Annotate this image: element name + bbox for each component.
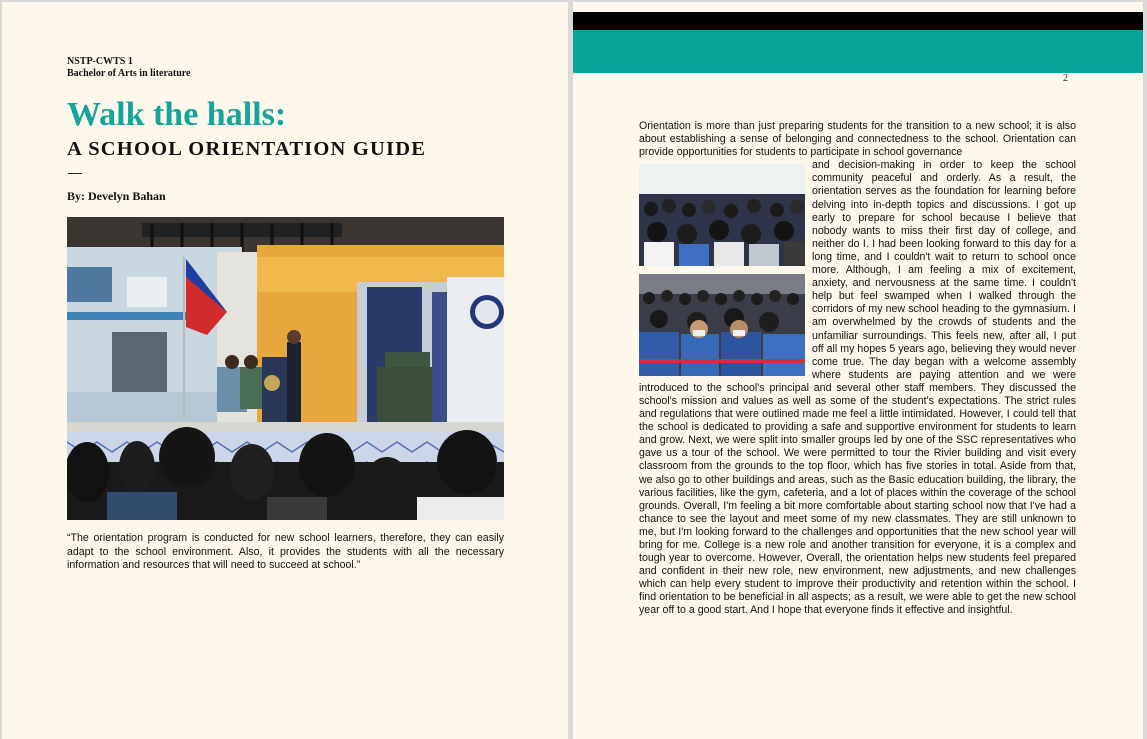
byline: By: Develyn Bahan — [67, 189, 166, 203]
header-black-bar — [573, 12, 1143, 30]
article-intro: Orientation is more than just preparing students for the transition to a new school; it is also about establishing a sense of belonging and connectedness to the school. Orientation can provide opportunities for students to participate in school governance — [639, 120, 1076, 159]
article-subtitle: A SCHOOL ORIENTATION GUIDE — [67, 138, 427, 160]
orientation-stage-photo — [67, 217, 504, 520]
inset-photos — [639, 164, 805, 378]
right-page — [573, 2, 1143, 739]
left-page — [2, 2, 568, 739]
photo-caption-quote: “The orientation program is conducted for new school learners, therefore, they can easily adapt to the school environment. Also, it provides the students with all the necessary information and resources that will need to succeed at school.” — [67, 532, 504, 571]
article-main-text: and decision-making in order to keep the school community peaceful and orderly. As a result, the orientation serves as the foundation for learning before delving into in-depth topics and discussions. I got up early to prepare for school because I believe that nobody wants to miss their first day of college, and neither do I. I had been looking forward to this day for a long time, and I couldn't wait to return to school once more. Although, I am feeling a mix of excitement, anxiety, and nervousness at the same time. I couldn't help but feel swamped when I walked through the corridors of my new school heading to the gymnasium. I am overwhelmed by the crowds of students and the unfamiliar surroundings. This feels new, after all, I put off all my hopes 5 years ago, believing they would never come true. The day began with a welcome assembly where students are paying attention and we were introduced to the school's principal and several other staff members. They discussed the school's mission and values as well as some of the student's expectations. The strict rules and regulations that were outlined made me feel a little intimidated. However, I could tell that the school is dedicated to providing a safe and supportive environment for students to learn and grow. Next, we were split into smaller groups led by one of the SSC representatives who gave us a tour of the school. We were permitted to tour the Rivier building and visit every classroom from the grounds to the top floor, which has five stories in total. Aside from that, we also go to other buildings and areas, such as the Basic education building, the library, the various facilities, like the gym, cafeteria, and a lot of places within the coverage of the school grounds. Overall, I'm feeling a bit more comfortable about starting school now that I've had a chance to see the layout and meet some of my new classmates. They are still unknown to me, but I'm looking forward to the challenges and opportunities that the new school year will bring for me. College is a new role and another transition for everyone, it is a complex and tough year to overcome. However, Overall, the orientation helps new students feel prepared and confident in their new role, new environment, new adjustments, and new challenges which can help every student to improve their productivity and retention within the school. I find orientation to be beneficial in all aspects; as a result, we were able to get the new school year off to a good start. And I hope that everyone finds it effective and insightful. — [639, 159, 1076, 617]
audience-photo-2 — [639, 274, 805, 376]
program-name: Bachelor of Arts in literature — [67, 68, 191, 79]
course-code: NSTP-CWTS 1 — [67, 56, 133, 67]
title-divider — [68, 173, 82, 174]
header-teal-bar — [573, 30, 1143, 84]
article-body — [639, 120, 1076, 618]
course-header — [67, 56, 191, 80]
audience-photo-1 — [639, 164, 805, 266]
article-title: Walk the halls: — [67, 96, 287, 133]
page-number: 2 — [1063, 73, 1068, 84]
